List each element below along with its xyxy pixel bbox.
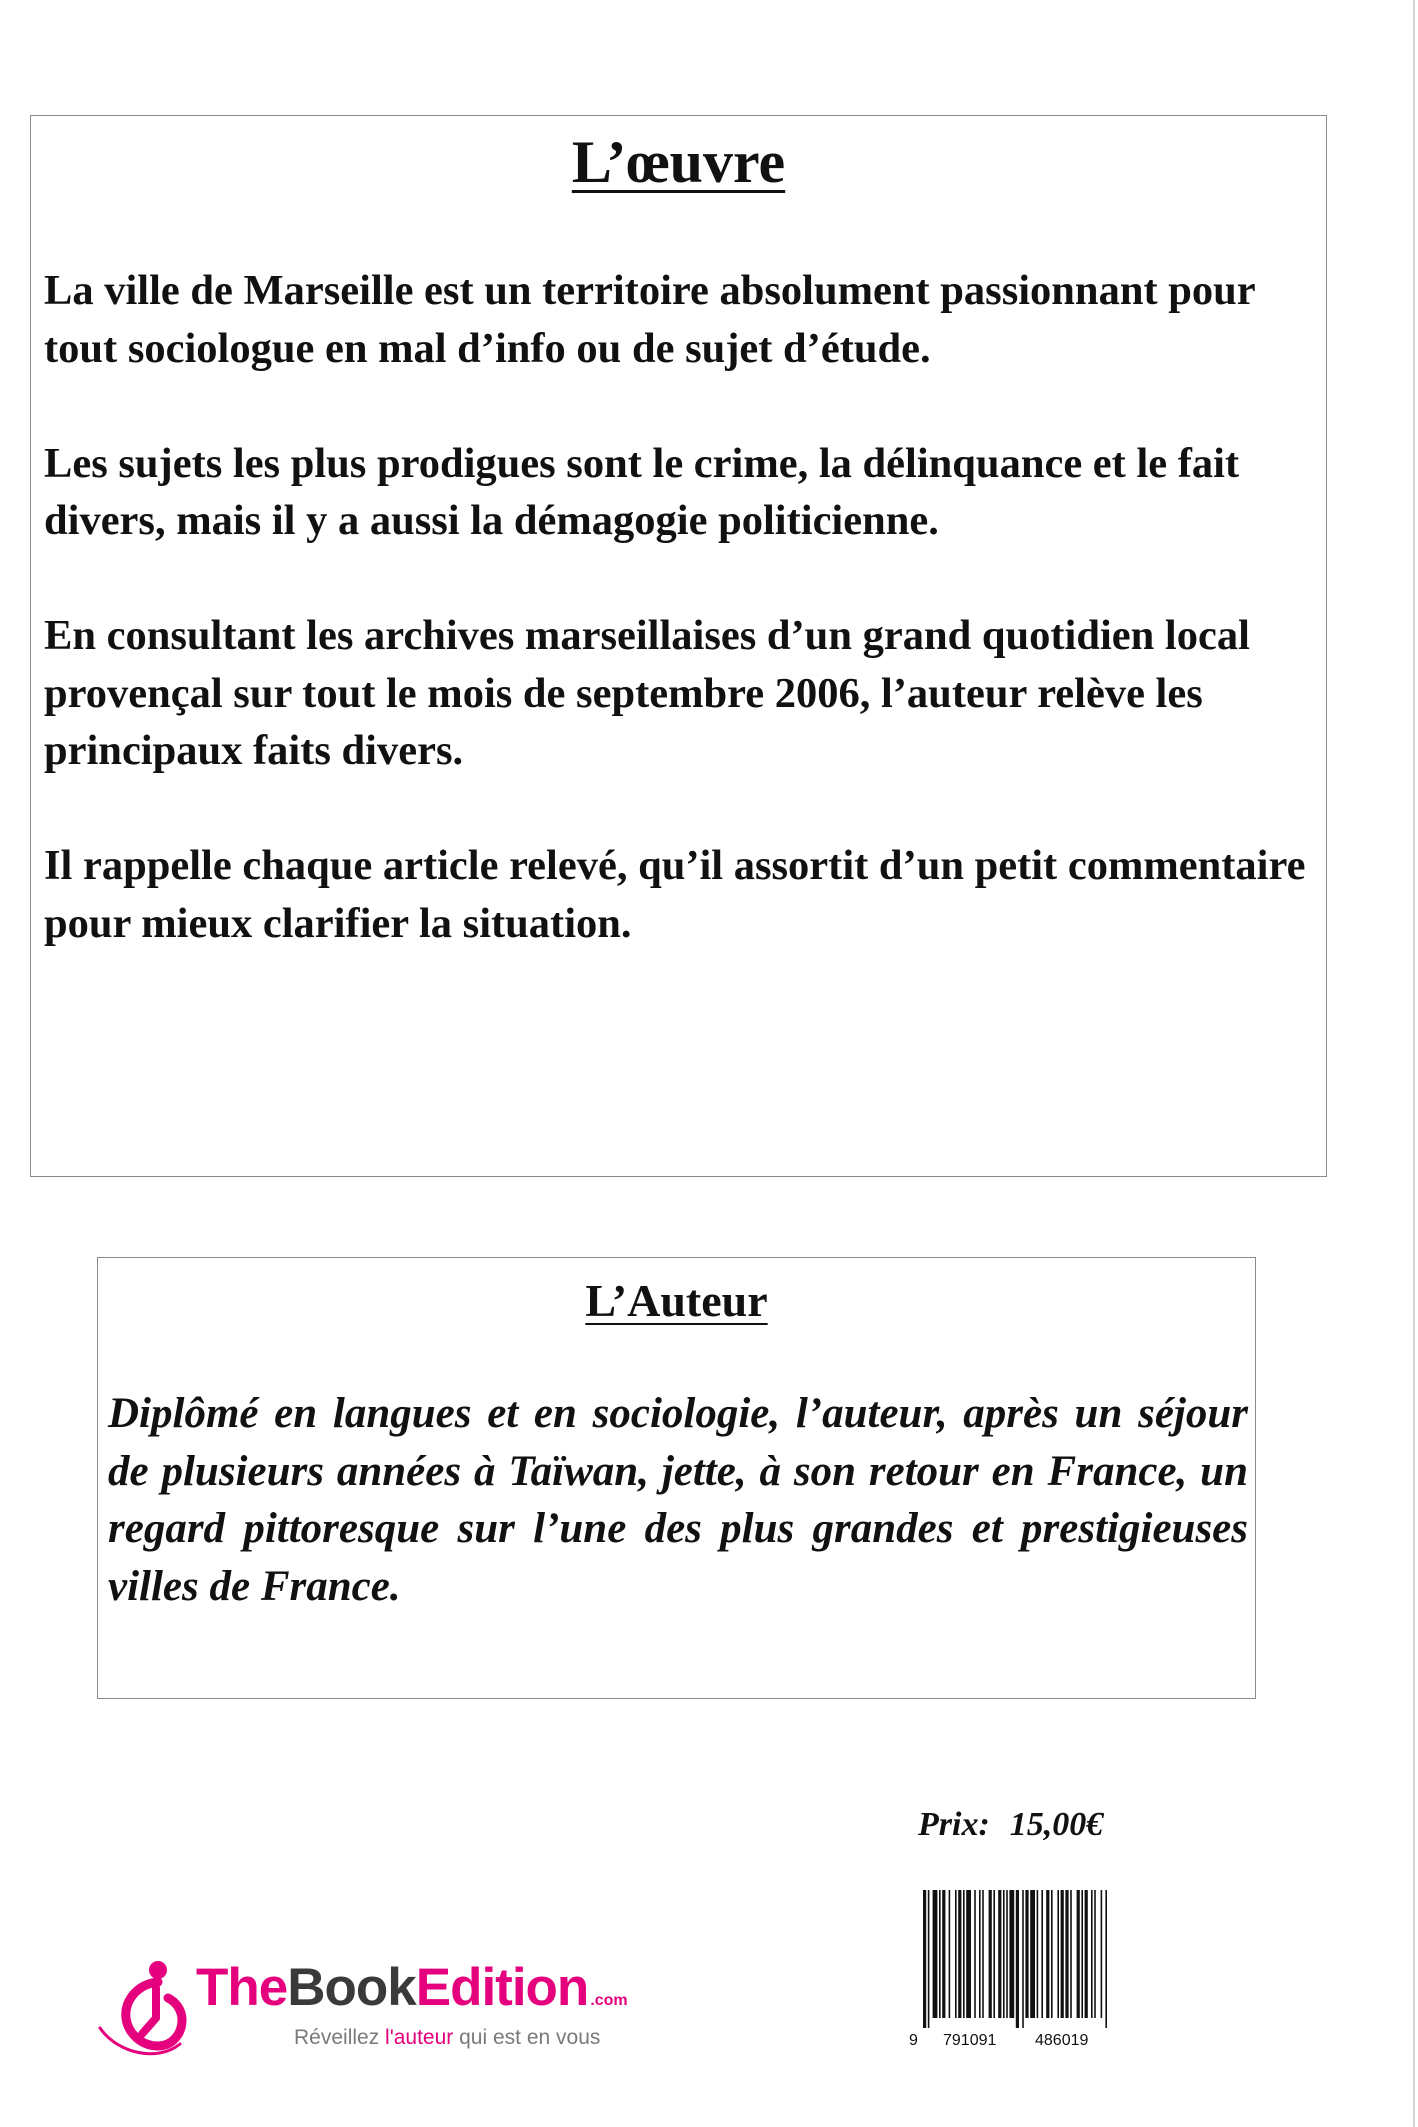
tagline-before: Réveillez [294, 2026, 386, 2049]
barcode-bar [942, 1890, 945, 2018]
barcode-bar [1094, 1890, 1096, 2018]
barcode-bar [993, 1890, 995, 2018]
barcode-bar [1051, 1890, 1053, 2018]
barcode-bar [1101, 1890, 1103, 2018]
barcode-bar [1077, 1890, 1080, 2018]
barcode-bar [1022, 1890, 1024, 2028]
barcode-bar [1081, 1890, 1083, 2018]
barcode-bar [1070, 1890, 1072, 2018]
person-circle-logo-icon [98, 1958, 188, 2068]
publisher-logo [98, 1958, 698, 2068]
barcode-bar [989, 1890, 992, 2018]
oeuvre-paragraph-3: En consultant les archives marseillaises d’un grand quotidien local provençal sur tout le mois de septembre 2006, l’auteur relève les principaux faits divers. [44, 612, 1250, 774]
barcode-bar [928, 1890, 930, 2028]
barcode-bar [939, 1890, 941, 2018]
tagline-after: qui est en vous [453, 2026, 601, 2049]
barcode-bar [955, 1890, 957, 2018]
barcode-bar [1025, 1890, 1028, 2018]
oeuvre-paragraph-2: Les sujets les plus prodigues sont le crime, la délinquance et le fait divers, mais il y a aussi la démagogie politicienne. [44, 439, 1240, 544]
barcode-digit-first: 9 [909, 2032, 918, 2049]
publisher-name [196, 1958, 628, 2031]
price-label: Prix: [918, 1806, 990, 1843]
oeuvre-title: L’œuvre [571, 129, 786, 195]
barcode-bars [905, 1890, 1125, 2030]
publisher-name-book: Book [287, 1958, 416, 2017]
publisher-name-edition: Edition [415, 1958, 589, 2017]
barcode-digits-right: 486019 [1035, 2032, 1089, 2049]
barcode-bar [1037, 1890, 1039, 2018]
price-value: 15,00€ [1009, 1806, 1104, 1843]
publisher-tagline [294, 2026, 600, 2050]
barcode [905, 1890, 1125, 2055]
publisher-name-com: .com [590, 1992, 628, 2009]
barcode-bar [1046, 1890, 1049, 2018]
tagline-highlight: l'auteur [385, 2026, 454, 2049]
barcode-bar [979, 1890, 981, 2018]
oeuvre-paragraph-1: La ville de Marseille est un territoire absolument passionnant pour tout sociologue en mal d’info ou de sujet d’étude. [44, 267, 1255, 372]
barcode-bar [1041, 1890, 1043, 2018]
barcode-bar [1030, 1890, 1035, 2018]
barcode-bar [974, 1890, 976, 2018]
barcode-bar [1057, 1890, 1059, 2018]
oeuvre-body [44, 262, 1314, 1010]
barcode-bar [1061, 1890, 1064, 2018]
oeuvre-paragraph-4: Il rappelle chaque article relevé, qu’il assortit d’un petit commentaire pour mieux clarifier la situation. [44, 842, 1306, 947]
price [918, 1806, 1103, 1844]
barcode-bar [923, 1890, 926, 2028]
barcode-bar [998, 1890, 1001, 2018]
barcode-bar [1105, 1890, 1107, 2028]
barcode-bar [1003, 1890, 1005, 2018]
publisher-name-the: The [196, 1958, 288, 2017]
barcode-bar [1091, 1890, 1093, 2018]
page-edge-line [1413, 0, 1415, 2127]
barcode-bar [1085, 1890, 1088, 2018]
barcode-bar [933, 1890, 938, 2018]
barcode-bar [963, 1890, 965, 2018]
barcode-bar [1065, 1890, 1068, 2018]
barcode-bar [1006, 1890, 1008, 2018]
barcode-bar [949, 1890, 951, 2018]
auteur-text: Diplômé en langues et en sociologie, l’auteur, après un séjour de plusieurs années à Taïwan, jette, à son retour en France, un regard pittoresque sur l’une des plus grandes et prestigieuses villes de France. [108, 1390, 1248, 1610]
barcode-bar [958, 1890, 961, 2018]
barcode-bar [982, 1890, 984, 2018]
auteur-title: L’Auteur [585, 1275, 768, 1326]
barcode-bar [1009, 1890, 1014, 2018]
barcode-digits-left: 791091 [943, 2032, 997, 2049]
barcode-bar [966, 1890, 971, 2018]
barcode-bar [1016, 1890, 1019, 2028]
